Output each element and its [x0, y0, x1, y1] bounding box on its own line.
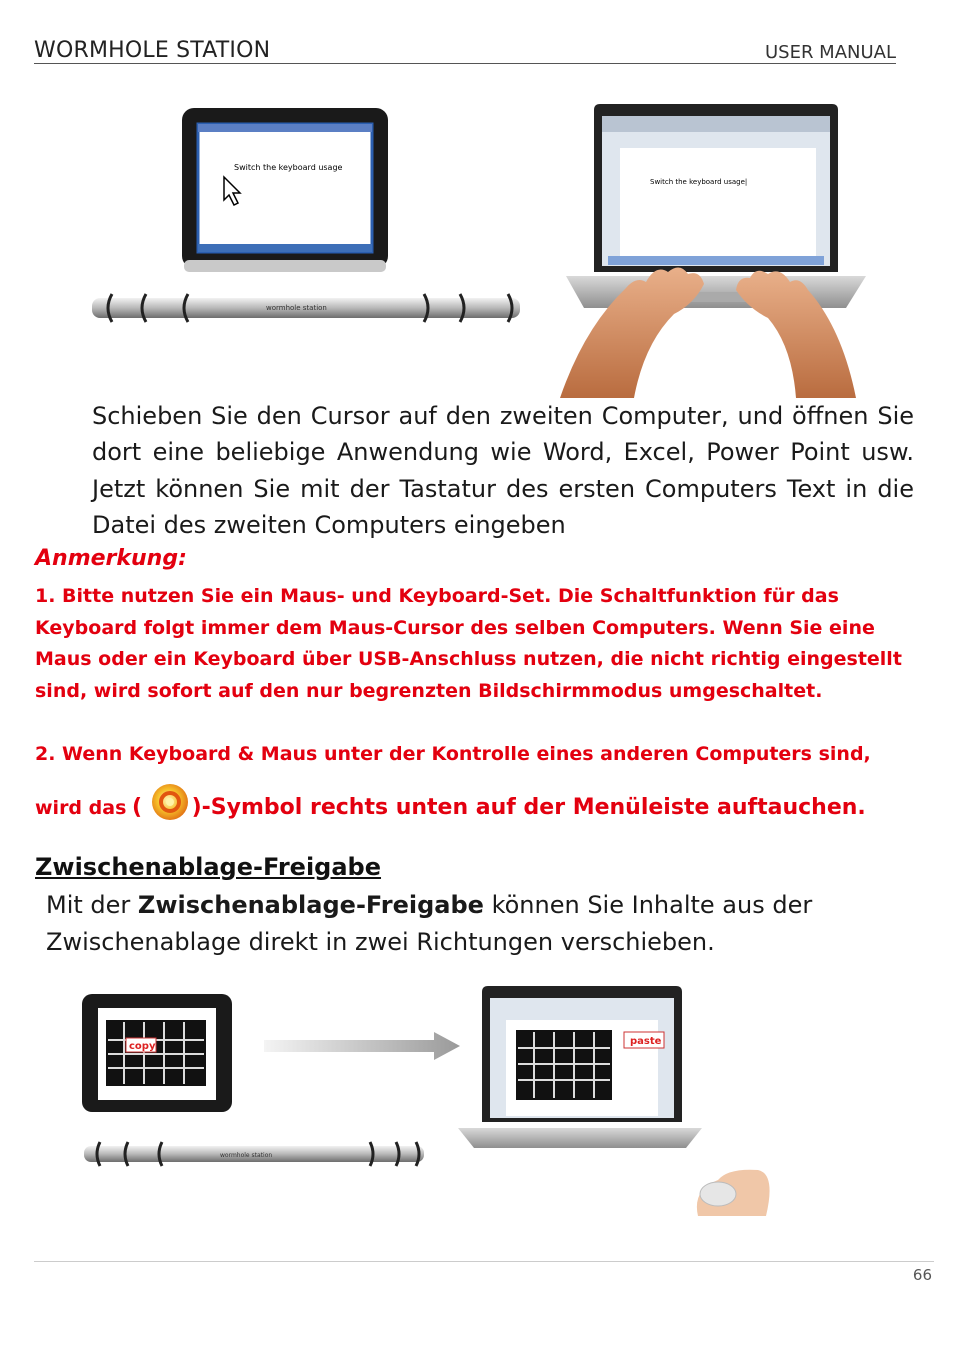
- clipboard-sharing-illustration: [78, 980, 778, 1220]
- mouse-hand-image: [697, 1170, 770, 1216]
- cable-label-2: wormhole station: [220, 1152, 273, 1159]
- note-item-2-prefix: wird das: [35, 797, 127, 819]
- tablet-copy-image: [82, 994, 232, 1112]
- wormhole-cable: [92, 294, 520, 322]
- cable-label: wormhole station: [266, 304, 327, 312]
- laptop-paste-image: [458, 986, 702, 1148]
- page-header: [34, 36, 896, 64]
- wormhole-status-icon: [150, 782, 190, 822]
- note-item-1: 1. Bitte nutzen Sie ein Maus- und Keyboard-Set. Die Schaltfunktion für das Keyboard folgt immer dem Maus-Cursor des selben Computers. Wenn Sie eine Maus oder ein Keyboard über USB-Anschluss nutzen, die nicht richtig eingestellt sind, wird sofort auf den nur begrenzten Bildschirmmodus umgeschaltet.: [35, 585, 902, 702]
- note-heading: Anmerkung:: [35, 546, 187, 571]
- laptop-image: [566, 104, 866, 308]
- section-text-bold: Zwischenablage-Freigabe: [137, 891, 484, 919]
- copy-label: copy: [129, 1041, 156, 1052]
- tablet-image: [182, 108, 388, 272]
- keyboard-switch-illustration: [88, 80, 868, 398]
- transfer-arrow: [264, 1032, 460, 1060]
- wormhole-cable-2: [84, 1142, 424, 1166]
- note-item-2-open: (: [131, 795, 143, 820]
- page-number: 66: [912, 1266, 932, 1284]
- paste-label: paste: [630, 1036, 662, 1047]
- paragraph-cursor-switch: Schieben Sie den Cursor auf den zweiten Computer, und öffnen Sie dort eine beliebige Anwendung wie Word, Excel, Power Point usw. Jetzt können Sie mit der Tastatur des ersten Computers Text in die Datei des zweiten Computers eingeben: [92, 402, 914, 539]
- laptop-screen-text: Switch the keyboard usage|: [650, 178, 748, 186]
- header-subtitle: USER MANUAL: [764, 42, 896, 63]
- tablet-screen-text: Switch the keyboard usage: [234, 163, 343, 172]
- note-item-2-suffix: )-Symbol rechts unten auf der Menüleiste auftauchen.: [191, 795, 866, 820]
- note-item-2-line2: [35, 782, 866, 822]
- header-title: WORMHOLE STATION: [34, 38, 271, 63]
- section-title-clipboard: Zwischenablage-Freigabe: [35, 853, 382, 881]
- footer-divider: [34, 1261, 934, 1262]
- section-text-before: Mit der: [46, 891, 138, 919]
- section-text-after: können Sie Inhalte aus der Zwischenablage direkt in zwei Richtungen verschieben.: [46, 891, 813, 956]
- note-item-2-line1: 2. Wenn Keyboard & Maus unter der Kontrolle eines anderen Computers sind,: [35, 743, 871, 765]
- section-text-clipboard: [46, 887, 866, 960]
